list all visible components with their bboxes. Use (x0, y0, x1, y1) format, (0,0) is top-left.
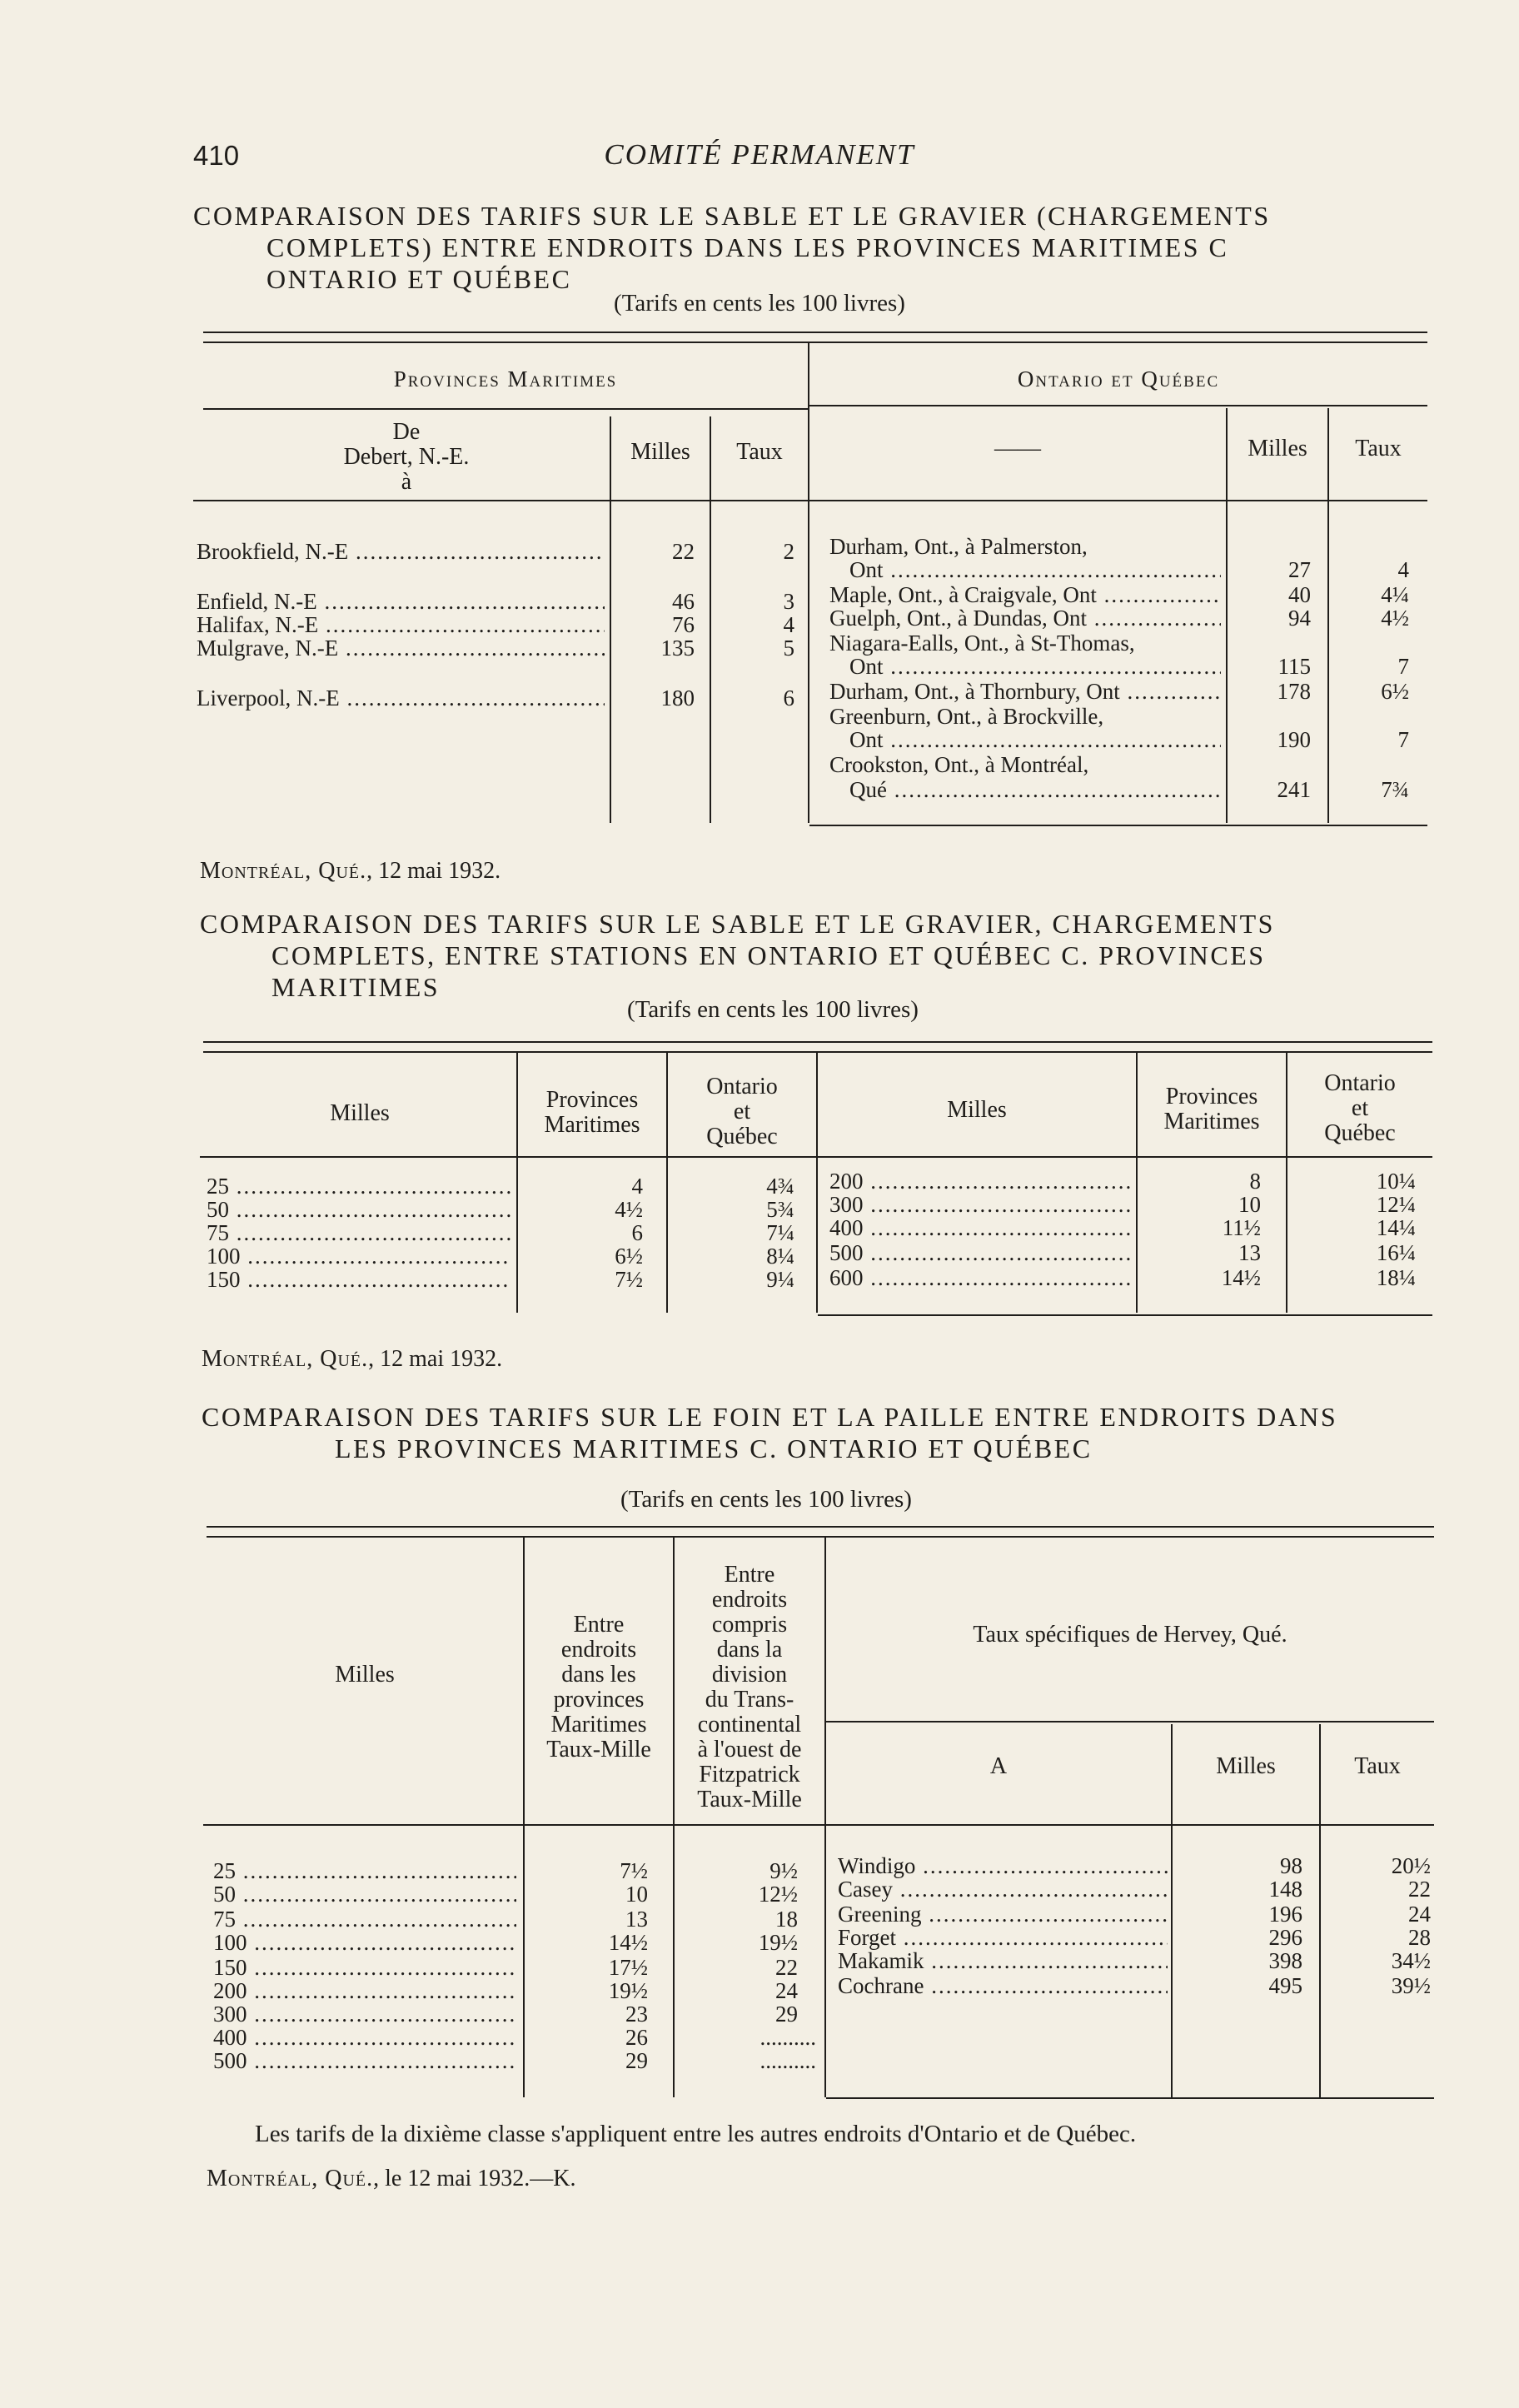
table1-subtitle: (Tarifs en cents les 100 livres) (614, 290, 905, 317)
table-row: 25 ..... (213, 1859, 516, 1883)
table3-place-date: Montréal, Qué., le 12 mai 1932.—K. (207, 2166, 576, 2191)
table-row: 600 ..... (829, 1266, 1131, 1290)
table-row: 50 ..... (207, 1198, 511, 1222)
table-row: 200 ..... (213, 1979, 516, 2003)
table2-col-milles-right: Milles (947, 1097, 1007, 1123)
table-row: Enfield, N.-E ..... (197, 590, 605, 614)
table-row: Brookfield, N.-E ..... (197, 540, 605, 564)
table-row: Guelph, Ont., à Dundas, Ont ..... (829, 606, 1221, 631)
table3-col-maritimes: Entre endroits dans les provinces Maritimes Taux-Mille (546, 1612, 651, 1762)
table2-place-date: Montréal, Qué., 12 mai 1932. (202, 1346, 503, 1372)
table2-title-line2: COMPLETS, ENTRE STATIONS EN ONTARIO ET QUÉBEC C. PROVINCES (271, 940, 1266, 970)
table3-col-milles: Milles (335, 1662, 395, 1688)
table-row: 200 ..... (829, 1169, 1131, 1194)
table2-col-oq-left: Ontario et Québec (706, 1074, 778, 1149)
table-row: 500 ..... (829, 1241, 1131, 1265)
table3-title-line2: LES PROVINCES MARITIMES C. ONTARIO ET QUÉBEC (335, 1433, 1093, 1463)
table1-title-line2: COMPLETS) ENTRE ENDROITS DANS LES PROVINCES MARITIMES C (266, 232, 1229, 262)
table-row: Greening ..... (838, 1902, 1168, 1927)
table-row: Qué ..... (849, 778, 1221, 802)
table-row: Liverpool, N.-E ..... (197, 686, 605, 710)
table2-col-oq-right: Ontario et Québec (1324, 1070, 1396, 1146)
table1-col-milles-left: Milles (630, 439, 690, 465)
table2-title-line1: COMPARAISON DES TARIFS SUR LE SABLE ET LE GRAVIER, CHARGEMENTS (200, 909, 1275, 939)
table-row: 500 ..... (213, 2049, 516, 2073)
table-row: Casey ..... (838, 1877, 1168, 1902)
table-row: Ont ..... (849, 558, 1221, 582)
table3-col-a: A (989, 1753, 1008, 1779)
table-row: Ont ..... (849, 728, 1221, 752)
table1-place-date: Montréal, Qué., 12 mai 1932. (200, 858, 501, 884)
table3-col-h-taux: Taux (1354, 1753, 1401, 1779)
table2-col-milles-left: Milles (330, 1100, 390, 1126)
table1-col-taux-right: Taux (1355, 436, 1402, 461)
table-row: 300 ..... (829, 1193, 1131, 1217)
table-row: 75 ..... (207, 1221, 511, 1245)
table-row: 150 ..... (213, 1956, 516, 1980)
table3-subtitle: (Tarifs en cents les 100 livres) (620, 1486, 912, 1513)
table1-title (193, 200, 1271, 295)
table1-title-line3: ONTARIO ET QUÉBEC (266, 264, 572, 294)
table-row: Durham, Ont., à Thornbury, Ont ..... (829, 680, 1221, 704)
table-row: 400 ..... (829, 1216, 1131, 1240)
table2-title-line3: MARITIMES (271, 972, 441, 1002)
table-row: 75 ..... (213, 1907, 516, 1932)
table1-group-ontario-quebec: Ontario et Québec (1017, 366, 1220, 391)
table-row: 25 ..... (207, 1174, 511, 1199)
table-row: 300 ..... (213, 2002, 516, 2027)
table2-col-pm-left: Provinces Maritimes (544, 1087, 640, 1138)
table-row: 400 ..... (213, 2026, 516, 2050)
table-row: Forget ..... (838, 1926, 1168, 1950)
table-row: 100 ..... (213, 1931, 516, 1955)
table3-col-hervey: Taux spécifiques de Hervey, Qué. (973, 1622, 1287, 1648)
table-row: 100 ..... (207, 1244, 511, 1269)
table-row: Mulgrave, N.-E ..... (197, 636, 605, 661)
table3-col-h-milles: Milles (1216, 1753, 1276, 1779)
table-row: Ont ..... (849, 655, 1221, 679)
table-row: 150 ..... (207, 1268, 511, 1292)
table2-col-pm-right: Provinces Maritimes (1163, 1084, 1260, 1134)
page-number: 410 (193, 140, 240, 171)
table2-title (200, 908, 1275, 1003)
table-row: Maple, Ont., à Craigvale, Ont ..... (829, 583, 1221, 607)
table-row: Cochrane ..... (838, 1974, 1168, 1998)
table1-col-taux-left: Taux (736, 439, 783, 465)
table3-title (202, 1401, 1337, 1464)
table-row: Windigo ..... (838, 1854, 1168, 1878)
table1-col-from: De Debert, N.-E. à (343, 419, 470, 495)
table3-title-line1: COMPARAISON DES TARIFS SUR LE FOIN ET LA PAILLE ENTRE ENDROITS DANS (202, 1402, 1338, 1432)
table-row: Makamik ..... (838, 1949, 1168, 1973)
table3-col-transcontinental: Entre endroits compris dans la division du Trans- continental à l'ouest de Fitzpatrick Taux-Mille (697, 1562, 802, 1812)
table3-note: Les tarifs de la dixième classe s'appliquent entre les autres endroits d'Ontario et de Québec. (255, 2121, 1137, 2147)
running-head: COMITÉ PERMANENT (604, 138, 915, 171)
table-row: Halifax, N.-E ..... (197, 613, 605, 637)
table1-title-line1: COMPARAISON DES TARIFS SUR LE SABLE ET LE GRAVIER (CHARGEMENTS (193, 201, 1271, 231)
table1-col-dash: —— (994, 436, 1041, 461)
table1-group-maritimes: Provinces Maritimes (393, 366, 618, 391)
table1-col-milles-right: Milles (1248, 436, 1307, 461)
table2-subtitle: (Tarifs en cents les 100 livres) (627, 996, 919, 1023)
table-row: 50 ..... (213, 1882, 516, 1907)
